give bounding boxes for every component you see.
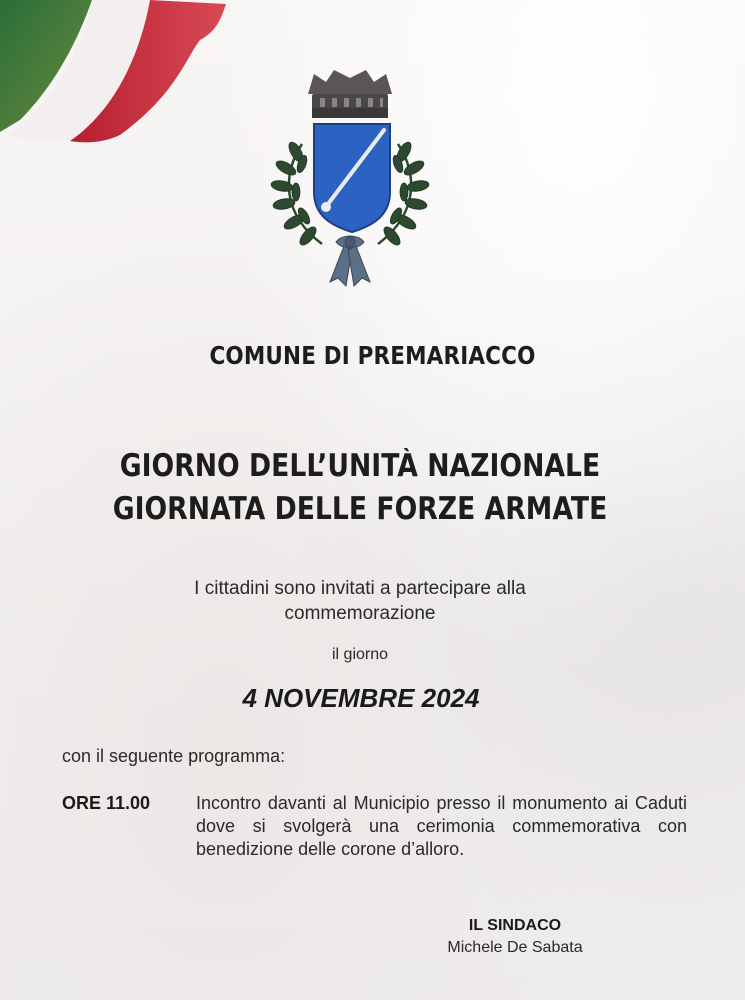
program-description: Incontro davanti al Municipio presso il monumento ai Caduti dove si svolgerà una cerimonia commemorativa con benedizione delle corone d’alloro.: [196, 793, 687, 859]
italian-flag-icon: [0, 0, 240, 160]
signature-title: IL SINDACO: [468, 917, 562, 934]
day-intro: il giorno: [331, 646, 389, 663]
ribbon-icon: [330, 236, 370, 286]
signature-block: [430, 915, 600, 959]
invitation-line-2: commemorazione: [284, 603, 436, 624]
municipal-coat-of-arms-icon: [262, 64, 438, 296]
crown-icon: [308, 70, 392, 118]
program-time: ORE 11.00: [62, 793, 151, 813]
event-title-line-2: GIORNATA DELLE FORZE ARMATE: [112, 491, 608, 527]
event-title-line-1: GIORNO DELL’UNITÀ NAZIONALE: [119, 448, 601, 484]
invitation-line-1: I cittadini sono invitati a partecipare alla: [194, 578, 526, 599]
signature-name: Michele De Sabata: [447, 939, 583, 956]
program-intro: con il seguente programma:: [62, 746, 286, 766]
municipality-name: COMUNE DI PREMARIACCO: [209, 341, 536, 370]
event-date: 4 NOVEMBRE 2024: [242, 683, 480, 713]
